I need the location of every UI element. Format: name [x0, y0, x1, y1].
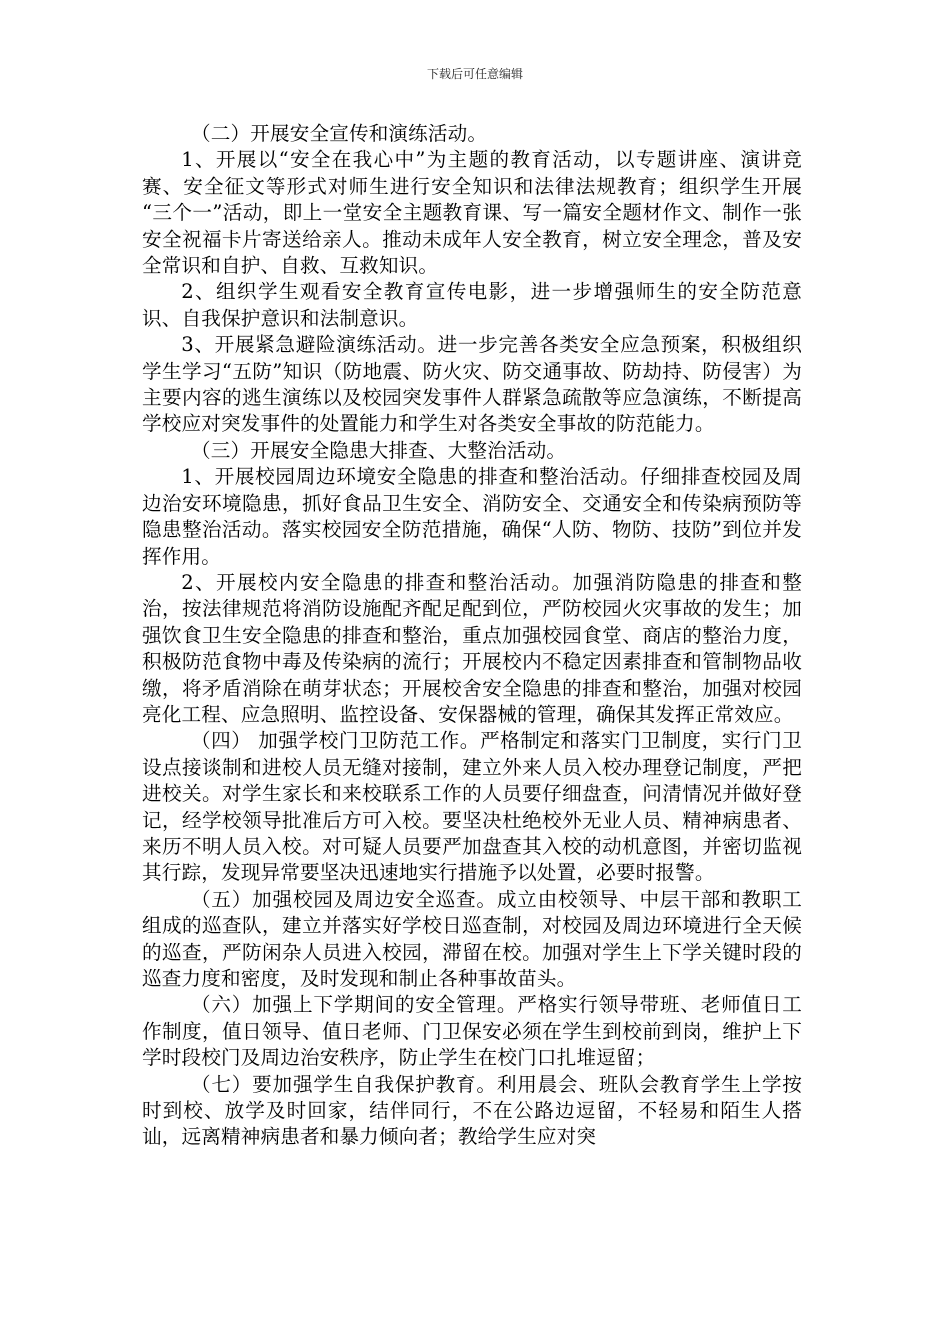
paragraph: 3、开展紧急避险演练活动。进一步完善各类安全应急预案，积极组织学生学习“五防”知识（防地震、防火灾、防交通事故、防劫持、防侵害）为主要内容的逃生演练以及校园突发事件人群紧急疏散等应急演练，不断提高学校应对突发事件的处置能力和学生对各类安全事故的防范能力。 — [142, 333, 802, 436]
section-heading: （二）开展安全宣传和演练活动。 — [191, 122, 488, 145]
document-body — [142, 121, 802, 1151]
section-paragraph: （五）加强校园及周边安全巡查。成立由校领导、中层干部和教职工组成的巡查队，建立并落实好学校日巡查制，对校园及周边环境进行全天候的巡查，严防闲杂人员进入校园，滞留在校。加强对学生上下学关键时段的巡查力度和密度，及时发现和制止各种事故苗头。 — [142, 887, 802, 990]
section-paragraph: （七）要加强学生自我保护教育。利用晨会、班队会教育学生上学按时到校、放学及时回家，结伴同行，不在公路边逗留，不轻易和陌生人搭讪，远离精神病患者和暴力倾向者；教给学生应对突 — [142, 1072, 802, 1149]
paragraph: 1、开展校园周边环境安全隐患的排查和整治活动。仔细排查校园及周边治安环境隐患，抓好食品卫生安全、消防安全、交通安全和传染病预防等隐患整治活动。落实校园安全防范措施，确保“人防、物防、技防”到位并发挥作用。 — [142, 465, 802, 568]
paragraph: 2、开展校内安全隐患的排查和整治活动。加强消防隐患的排查和整治，按法律规范将消防设施配齐配足配到位，严防校园火灾事故的发生；加强饮食卫生安全隐患的排查和整治，重点加强校园食堂、商店的整治力度，积极防范食物中毒及传染病的流行；开展校内不稳定因素排查和管制物品收缴，将矛盾消除在萌芽状态；开展校舍安全隐患的排查和整治，加强对校园亮化工程、应急照明、监控设备、安保器械的管理，确保其发挥正常效应。 — [142, 570, 802, 726]
section-paragraph: （六）加强上下学期间的安全管理。严格实行领导带班、老师值日工作制度，值日领导、值日老师、门卫保安必须在学生到校前到岗，维护上下学时段校门及周边治安秩序，防止学生在校门口扎堆逗留； — [142, 993, 802, 1070]
paragraph: 1、开展以“安全在我心中”为主题的教育活动，以专题讲座、演讲竞赛、安全征文等形式对师生进行安全知识和法律法规教育；组织学生开展 “三个一”活动，即上一堂安全主题教育课、写一篇安全题材作文、制作一张安全祝福卡片寄送给亲人。推动未成年人安全教育，树立安全理念，普及安全常识和自护、自救、互救知识。 — [142, 148, 802, 278]
page-header: 下载后可任意编辑 — [426, 67, 523, 81]
section-heading: （三）开展安全隐患大排查、大整治活动。 — [191, 438, 567, 462]
section-paragraph: （四） 加强学校门卫防范工作。严格制定和落实门卫制度，实行门卫设点接谈制和进校人员无缝对接制，建立外来人员入校办理登记制度，严把进校关。对学生家长和来校联系工作的人员要仔细盘查，问清情况并做好登记，经学校领导批准后方可入校。要坚决杜绝校外无业人员、精神病患者、来历不明人员入校。对可疑人员要严加盘查其入校的动机意图，并密切监视其行踪，发现异常要坚决迅速地实行措施予以处置，必要时报警。 — [142, 729, 802, 885]
paragraph: 2、组织学生观看安全教育宣传电影，进一步增强师生的安全防范意识、自我保护意识和法制意识。 — [142, 280, 802, 330]
